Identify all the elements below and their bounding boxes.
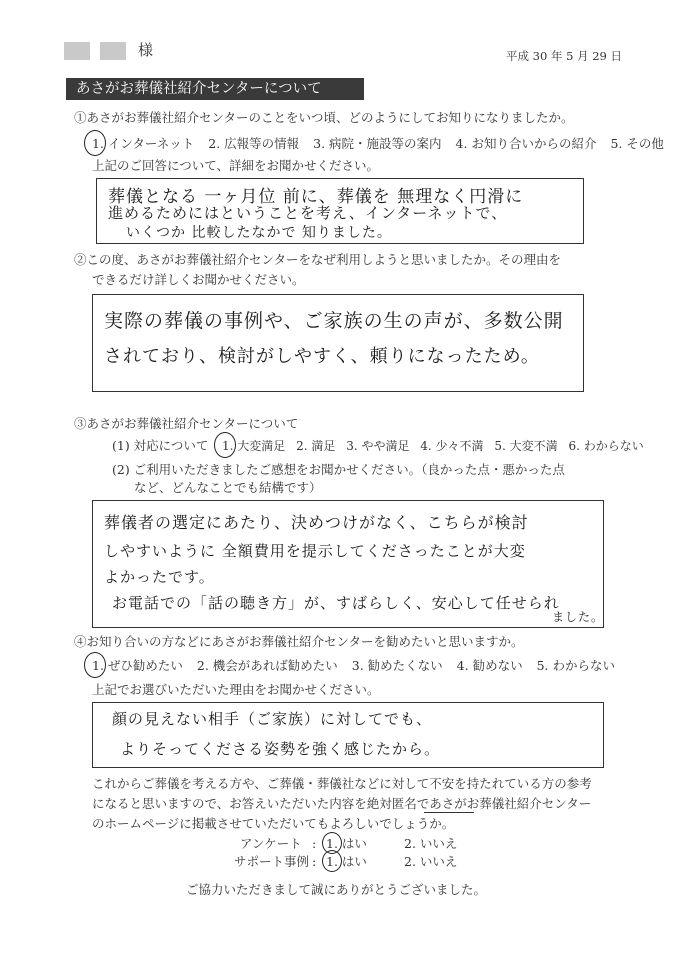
honorific: 様: [138, 41, 154, 59]
q4-answer-line-2: よりそってくださる姿勢を強く感じたから。: [120, 740, 441, 758]
q3-sub2-line-1: (2) ご利用いただきましたご感想をお聞かせください。（良かった点・悪かった点: [112, 462, 565, 477]
q3-option-1: 1. 大変満足: [222, 439, 286, 453]
consent-line-2: になると思いますので、お答えいただいた内容を絶対匿名であさがお葬儀社紹介センター: [92, 796, 592, 811]
support-consent-no: 2. いいえ: [404, 854, 458, 869]
q1-option-2: 2. 広報等の情報: [208, 136, 300, 151]
survey-consent-yes: 1. はい: [326, 836, 367, 851]
q1-option-3: 3. 病院・施設等の案内: [313, 136, 442, 151]
redacted-name-part-1: [64, 42, 90, 60]
support-consent-colon: :: [312, 854, 317, 869]
q4-option-3: 3. 勧めたくない: [351, 658, 443, 673]
q2-question-line-2: できるだけ詳しくお聞かせください。: [92, 272, 305, 287]
q3-option-3: 3. やや満足: [346, 439, 410, 453]
q3-option-6: 6. わからない: [568, 439, 644, 453]
q3-sub1-label: (1) 対応について: [112, 438, 209, 453]
q3-question: ③あさがお葬儀社紹介センターについて: [74, 416, 299, 431]
q4-option-5: 5. わからない: [536, 658, 615, 673]
q4-selection-mark: [84, 652, 106, 678]
q1-answer-line-1: 葬儀となる 一ヶ月位 前に、葬儀を 無理なく円滑に: [108, 187, 524, 207]
q3-selection-mark: [214, 432, 236, 458]
q1-option-1: 1. インターネット: [92, 136, 195, 151]
q3-option-4: 4. 少々不満: [420, 439, 484, 453]
anonymous-underline: [424, 812, 474, 813]
q4-option-4: 4. 勧めない: [456, 658, 523, 673]
survey-consent-colon: :: [312, 836, 317, 851]
q4-answer-line-1: 顔の見えない相手（ご家族）に対してでも、: [112, 710, 433, 728]
support-consent-label: サポート事例: [234, 854, 310, 869]
q4-question: ④お知り合いの方などにあさがお葬儀社紹介センターを勧めたいと思いますか。: [74, 634, 524, 649]
q1-answer-line-2: 進めるためにはということを考え、インターネットで、: [108, 204, 508, 222]
q3-sub1-options: [222, 438, 644, 454]
q1-option-5: 5. その他: [610, 136, 664, 151]
q1-question: ①あさがお葬儀社紹介センターのことをいつ頃、どのようにしてお知りになりましたか。: [74, 110, 574, 125]
survey-consent-no: 2. いいえ: [404, 836, 458, 851]
q2-answer-line-1: 実際の葬儀の事例や、ご家族の生の声が、多数公開: [104, 310, 564, 332]
support-consent-mark: [322, 850, 342, 872]
q4-options: [92, 658, 625, 674]
document-date: 平成 30 年 5 月 29 日: [506, 49, 623, 63]
q1-selection-mark: [84, 130, 106, 156]
q3-answer-line-2: しやすいように 全額費用を提示してくださったことが大変: [104, 542, 526, 560]
consent-line-3: のホームページに掲載させていただいてもよろしいでしょうか。: [92, 816, 455, 831]
q3-option-2: 2. 満足: [296, 439, 336, 453]
support-consent-yes: 1. はい: [326, 854, 367, 869]
q4-option-2: 2. 機会があれば勧めたい: [196, 658, 338, 673]
redacted-name-part-2: [100, 42, 126, 60]
survey-consent-label: アンケート: [240, 836, 302, 851]
q1-options: [92, 136, 674, 152]
q3-answer-line-5: ました。: [552, 610, 605, 624]
q4-option-1: 1. ぜひ勧めたい: [92, 658, 183, 673]
q2-answer-line-2: されており、検討がしやすく、頼りになったため。: [104, 346, 540, 367]
section-title: あさがお葬儀社紹介センターについて: [66, 78, 364, 100]
q3-option-5: 5. 大変不満: [494, 439, 558, 453]
consent-line-1: これからご葬儀を考える方や、ご葬儀・葬儀社などに対して不安を持たれている方の参考: [92, 776, 592, 791]
q3-answer-line-4: お電話での「話の聴き方」が、すばらしく、安心して任せられ: [112, 594, 560, 612]
q2-question-line-1: ②この度、あさがお葬儀社紹介センターをなぜ利用しようと思いましたか。その理由を: [74, 252, 562, 267]
q4-followup: 上記でお選びいただいた理由をお聞かせください。: [92, 682, 380, 697]
q3-answer-line-1: 葬儀者の選定にあたり、決めつけがなく、こちらが検討: [104, 513, 529, 532]
q1-option-4: 4. お知り合いからの紹介: [455, 136, 597, 151]
q3-sub2-line-2: など、どんなことでも結構です）: [134, 480, 322, 495]
q1-answer-line-3: いくつか 比較したなかで 知りました。: [126, 225, 392, 241]
closing-message: ご協力いただきまして誠にありがとうございました。: [186, 882, 487, 897]
q1-followup: 上記のご回答について、詳細をお聞かせください。: [92, 158, 380, 173]
q3-answer-line-3: よかったです。: [104, 568, 215, 586]
